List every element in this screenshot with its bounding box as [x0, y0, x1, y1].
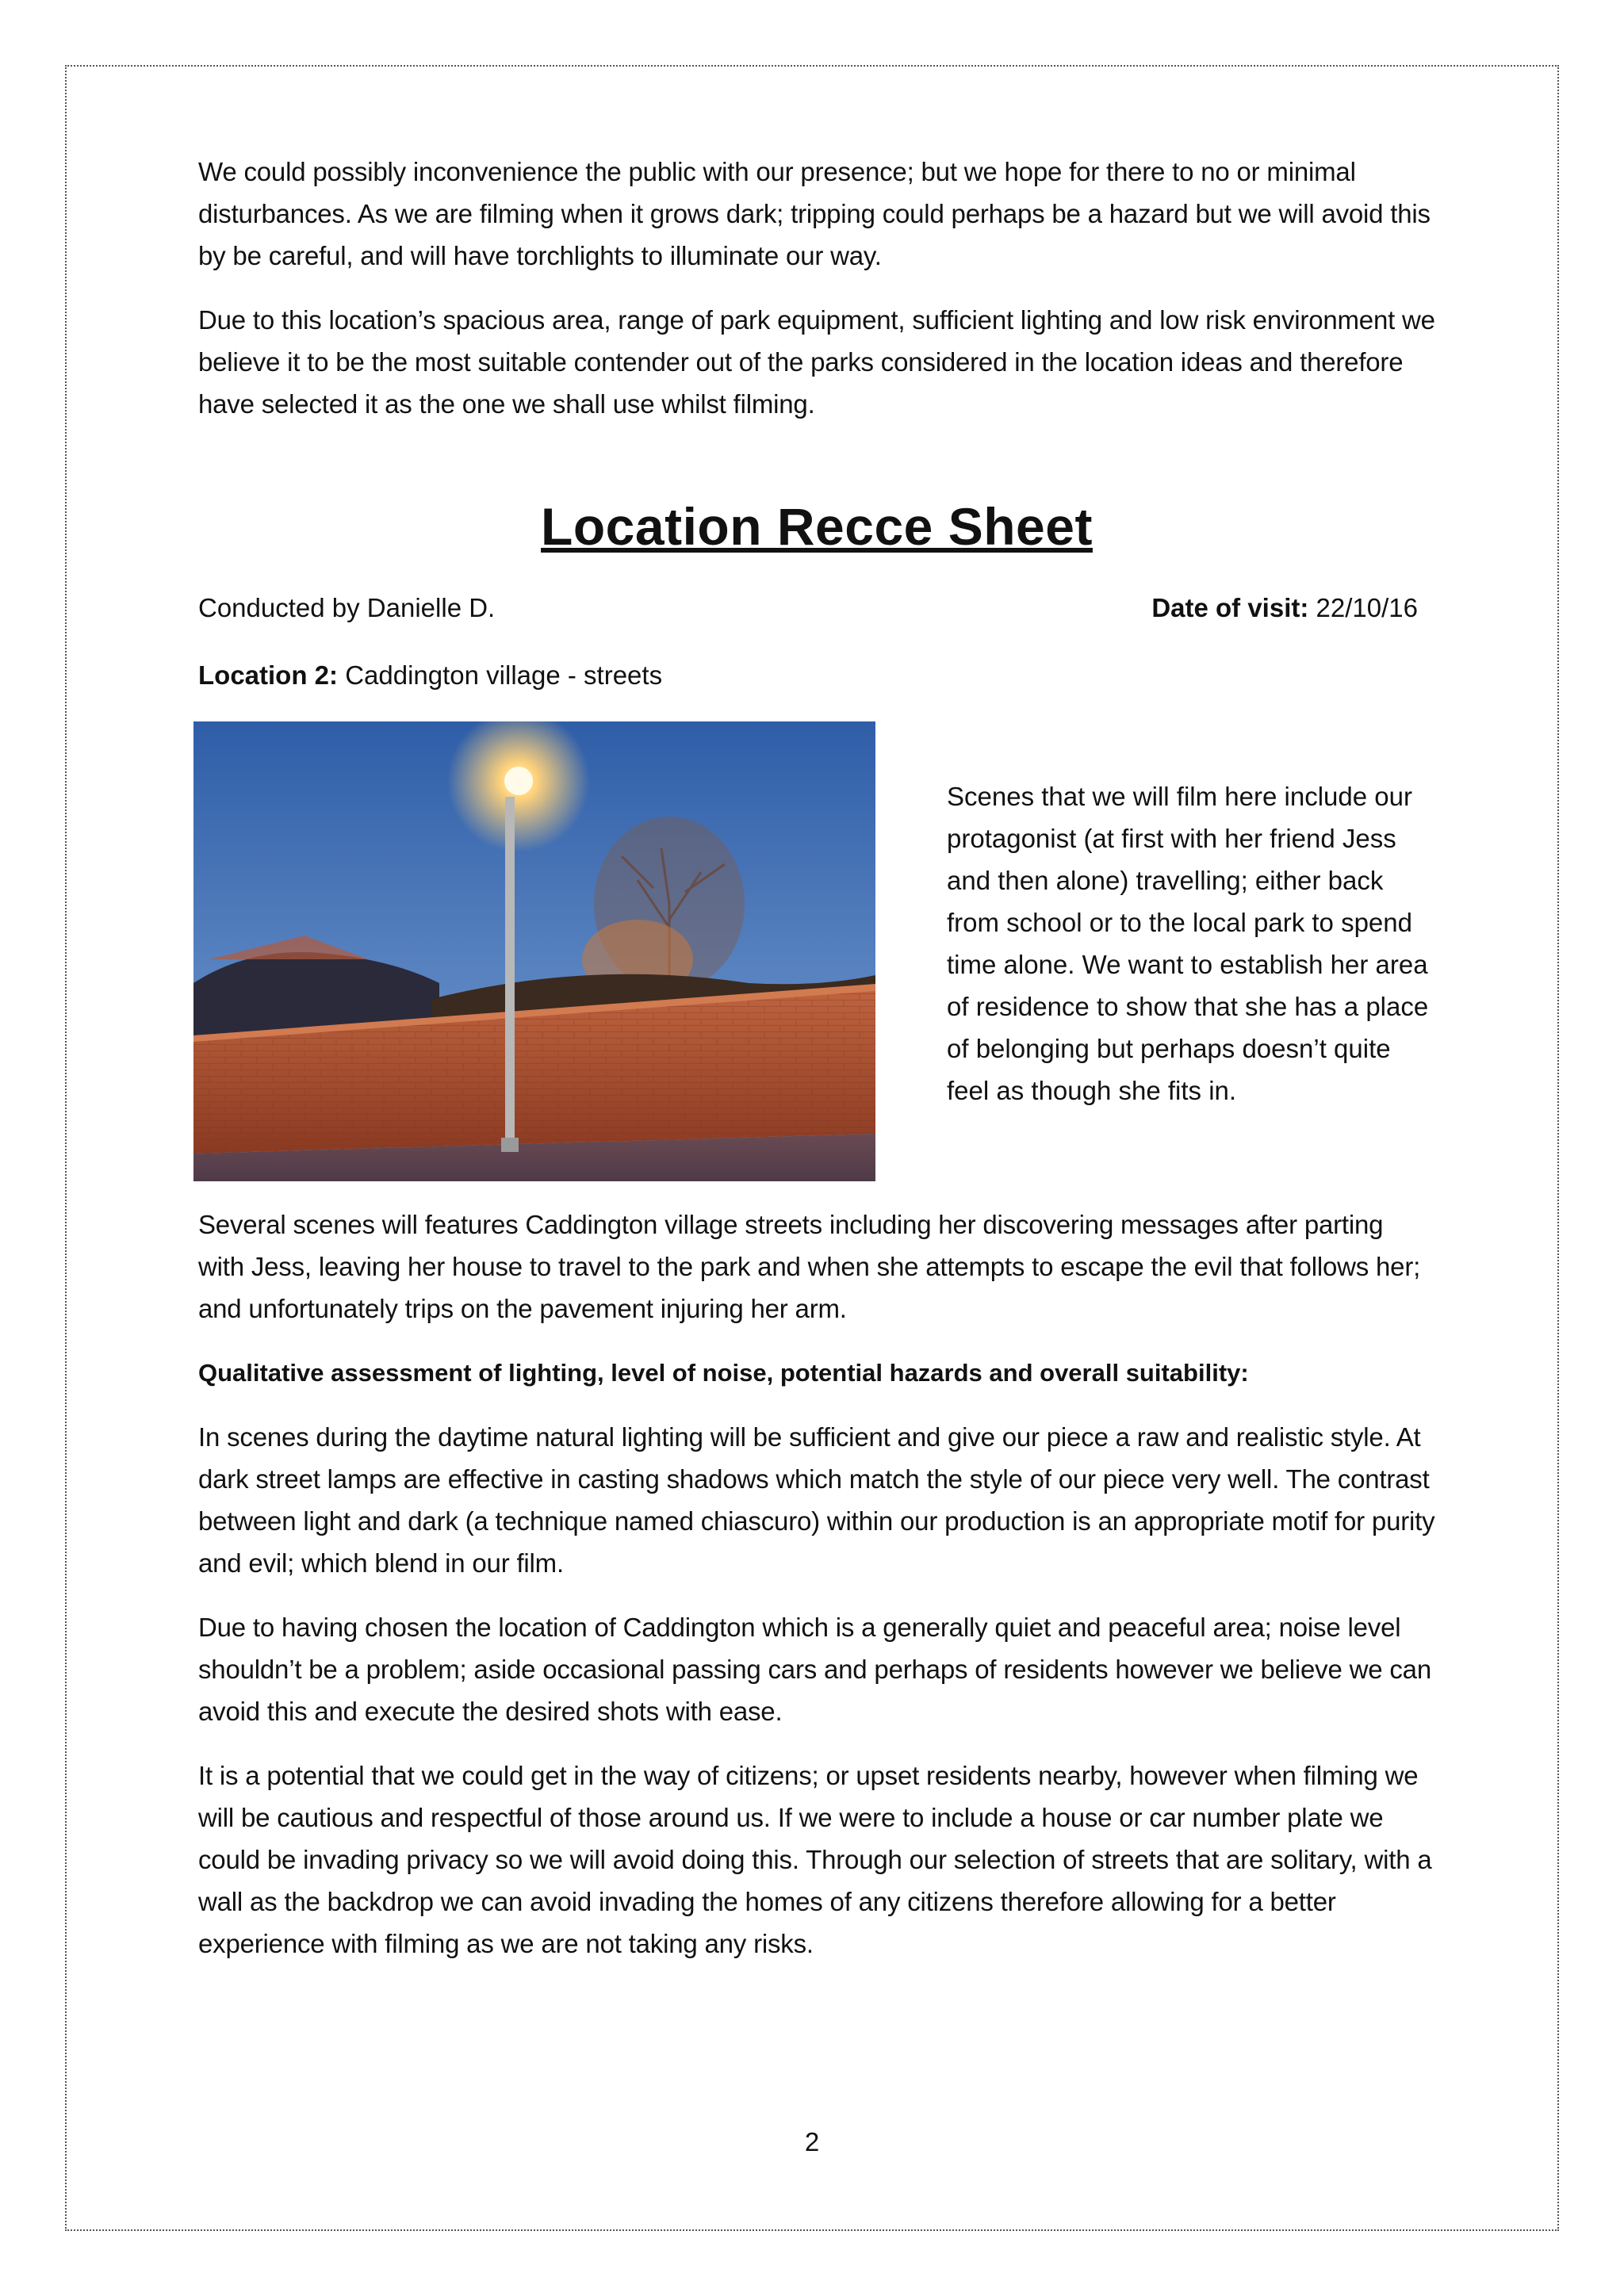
- page-number: 2: [804, 2127, 820, 2156]
- page-content: [198, 151, 1435, 1987]
- location-line: [198, 654, 1435, 696]
- lighting-paragraph: In scenes during the daytime natural lighting will be sufficient and give our piece a raw and realistic style. At dark street lamps are effective in casting shadows which match the style of our piece very well. The contrast between light and dark (a technique named chiascuro) within our production is an appropriate motif for purity and evil; which blend in our film.: [198, 1422, 1435, 1578]
- location-value: Caddington village - streets: [345, 660, 663, 690]
- date-label: Date of visit:: [1151, 593, 1309, 622]
- location-label: Location 2:: [198, 660, 339, 690]
- date-of-visit: [1151, 587, 1418, 629]
- street-lamp-photo: [193, 721, 875, 1181]
- intro-paragraph-1: We could possibly inconvenience the public with our presence; but we hope for there to no or minimal disturbances. As we are filming when it grows dark; tripping could perhaps be a hazard but we will avoid this by be careful, and will have torchlights to illuminate our way.: [198, 157, 1431, 270]
- intro-paragraph-2: Due to this location’s spacious area, range of park equipment, sufficient lighting and low risk environment we believe it to be the most suitable contender out of the parks considered in the location ideas and therefore have selected it as the one we shall use whilst filming.: [198, 305, 1435, 419]
- conducted-by: Conducted by Danielle D.: [198, 593, 496, 622]
- noise-paragraph: Due to having chosen the location of Caddington which is a generally quiet and peaceful area; noise level shouldn’t be a problem; aside occasional passing cars and perhaps of residents however we believe we can avoid this and execute the desired shots with ease.: [198, 1613, 1431, 1726]
- lamp-bulb: [504, 767, 533, 795]
- scenes-description: Scenes that we will film here include our protagonist (at first with her friend Jess and then alone) travelling; either back from school or to the local park to spend time alone. We want to establish her area of residence to show that she has a place of belonging but perhaps doesn’t quite feel as though she fits in.: [947, 782, 1429, 1105]
- photo-row: [193, 721, 1435, 1181]
- assessment-heading: Qualitative assessment of lighting, level of noise, potential hazards and overall suitability:: [198, 1359, 1249, 1387]
- recce-meta-row: [198, 587, 1435, 629]
- date-value: 22/10/16: [1316, 593, 1418, 622]
- hazards-paragraph: It is a potential that we could get in the way of citizens; or upset residents nearby, however when filming we will be cautious and respectful of those around us. If we were to include a house or car number plate we could be invading privacy so we will avoid doing this. Through our selection of streets that are solitary, with a wall as the backdrop we can avoid invading the homes of any citizens therefore allowing for a better experience with filming as we are not taking any risks.: [198, 1761, 1432, 1958]
- recce-sheet-title: Location Recce Sheet: [541, 497, 1093, 556]
- scenes-paragraph: Several scenes will features Caddington village streets including her discovering messages after parting with Jess, leaving her house to travel to the park and when she attempts to escape the evil that follows her; and unfortunately trips on the pavement injuring her arm.: [198, 1210, 1421, 1323]
